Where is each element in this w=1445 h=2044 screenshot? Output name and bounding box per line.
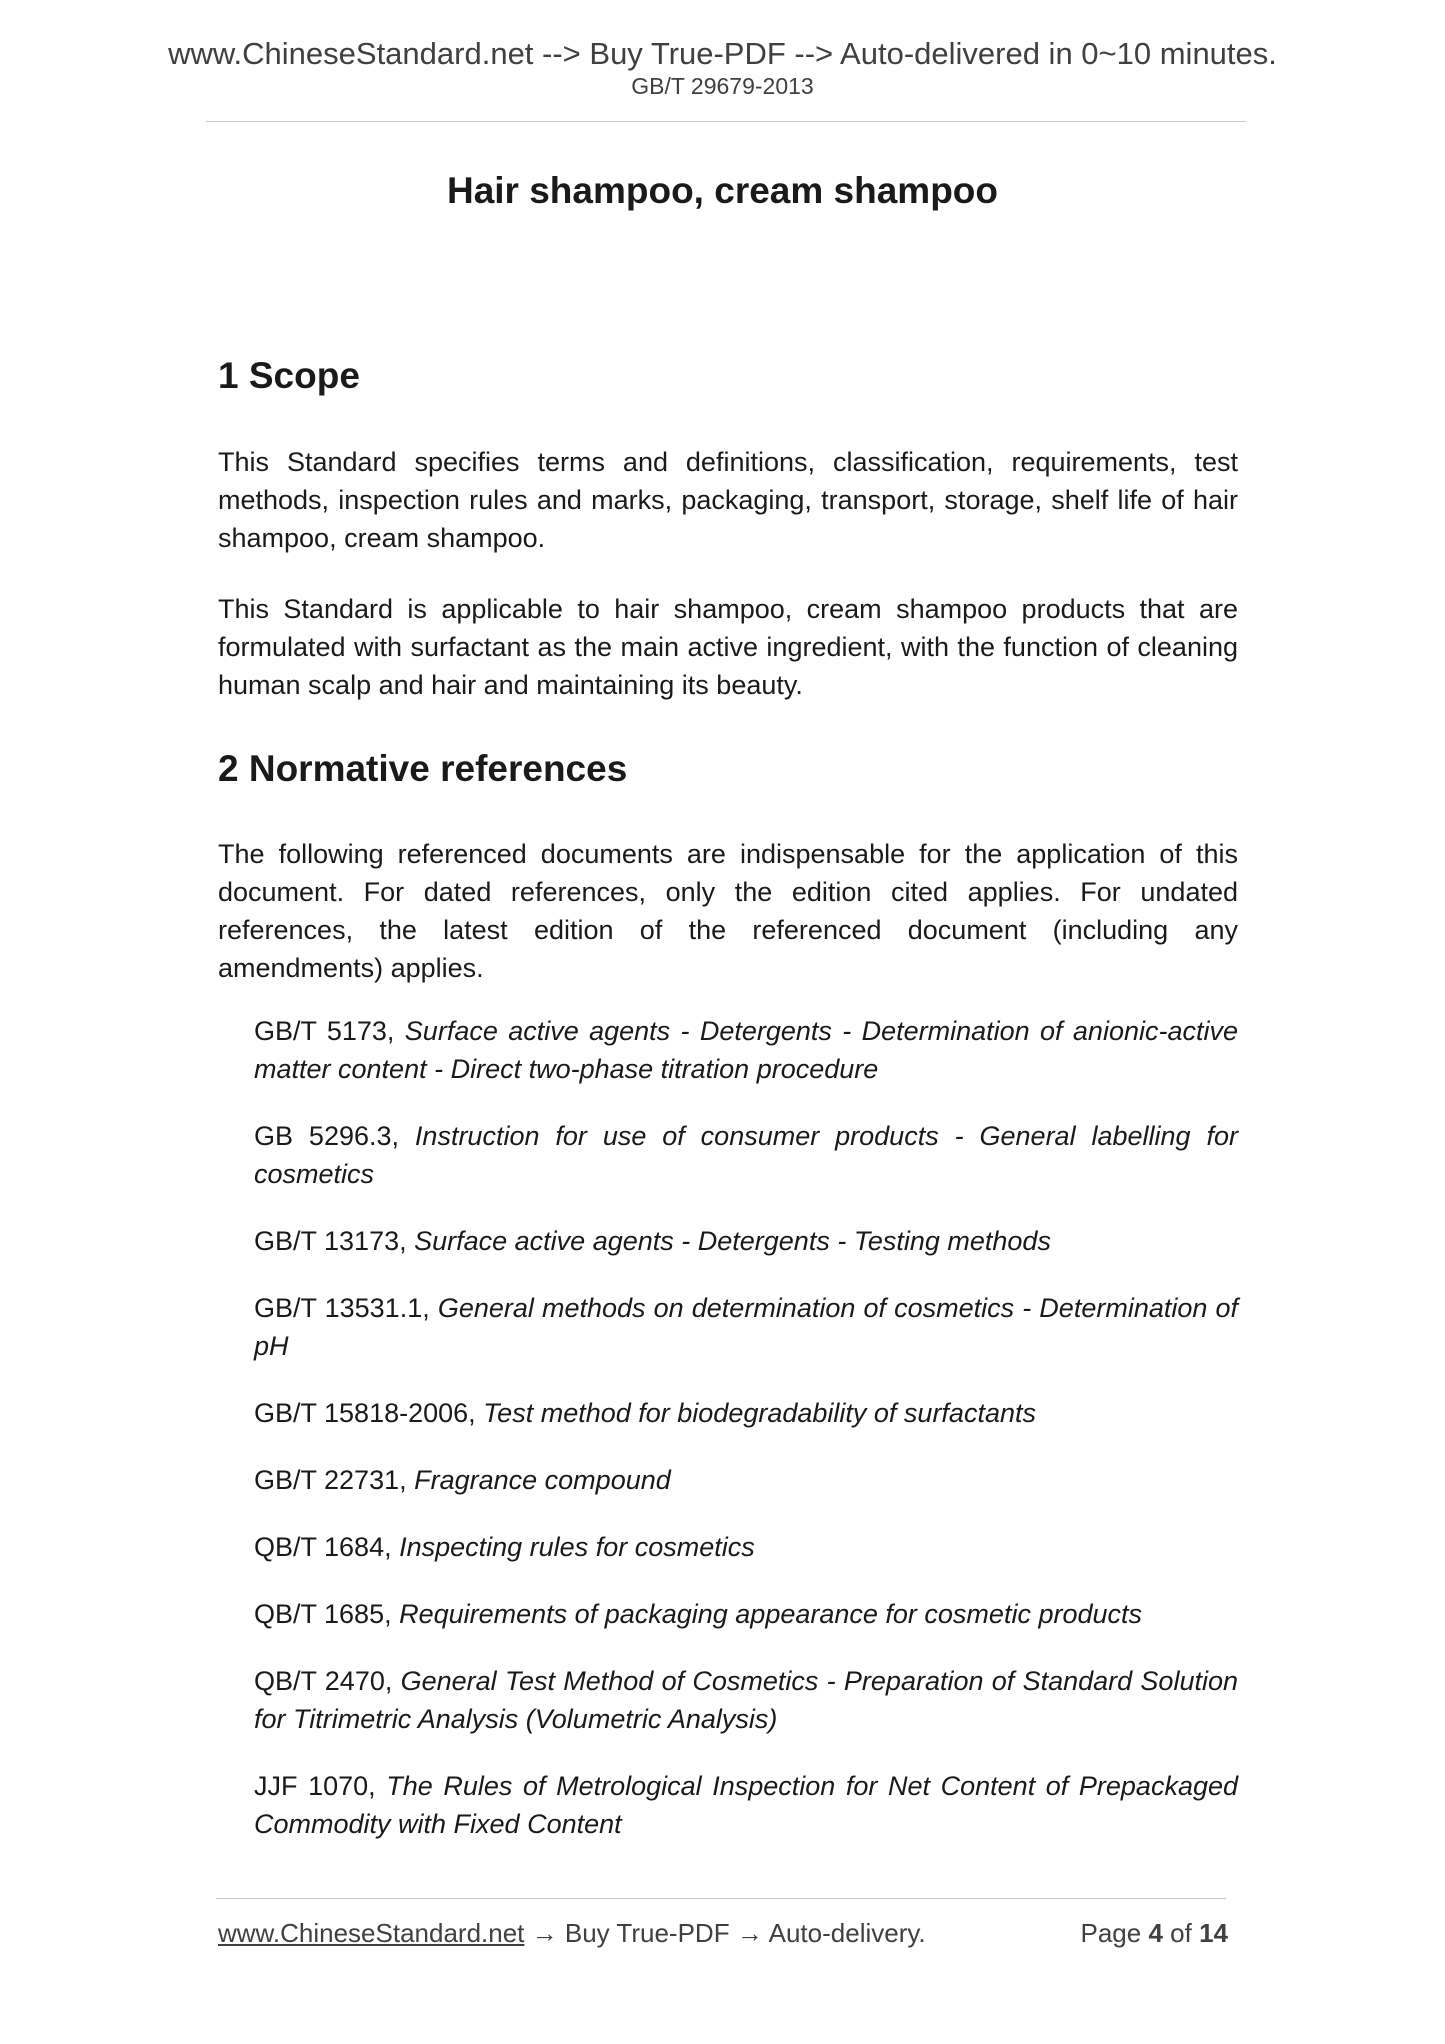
reference-item: [254, 1595, 1238, 1633]
document-title: Hair shampoo, cream shampoo: [446, 170, 999, 211]
section-heading-scope: 1 Scope: [218, 355, 360, 396]
footer-buy-text: Buy True-PDF: [564, 1918, 730, 1948]
page-label: Page: [1080, 1918, 1142, 1948]
reference-item: [254, 1117, 1238, 1193]
reference-item: [254, 1012, 1238, 1088]
scope-paragraph-2: This Standard is applicable to hair shampoo, cream shampoo products that are formulated with surfactant as the main active ingredient, with the function of cleaning human scalp and hair and maintaining its beauty.: [218, 594, 1238, 700]
reference-code: QB/T 1685,: [254, 1599, 400, 1629]
scope-body-2: [218, 590, 1238, 704]
reference-list: [254, 1012, 1238, 1872]
reference-code: GB/T 15818-2006,: [254, 1398, 484, 1428]
reference-title: Fragrance compound: [414, 1465, 671, 1495]
reference-code: JJF 1070,: [254, 1771, 387, 1801]
page-current: 4: [1148, 1918, 1163, 1948]
reference-title: General Test Method of Cosmetics - Preparation of Standard Solution for Titrimetric Analysis (Volumetric Analysis): [254, 1666, 1238, 1734]
arrow-right-icon: →: [736, 1918, 763, 1948]
reference-code: GB/T 22731,: [254, 1465, 415, 1495]
scope-paragraph-1: This Standard specifies terms and definitions, classification, requirements, test methods, inspection rules and marks, packaging, transport, storage, shelf life of hair shampoo, cream shampoo.: [218, 447, 1238, 553]
reference-item: [254, 1767, 1238, 1843]
reference-code: GB/T 13531.1,: [254, 1293, 438, 1323]
reference-title: Surface active agents - Detergents - Testing methods: [414, 1226, 1051, 1256]
reference-code: QB/T 1684,: [254, 1532, 400, 1562]
header-divider: [206, 121, 1246, 122]
footer-promo: [218, 1920, 926, 1946]
reference-title: The Rules of Metrological Inspection for Net Content of Prepackaged Commodity with Fixed Content: [254, 1771, 1239, 1839]
reference-item: [254, 1461, 1238, 1499]
reference-title: Inspecting rules for cosmetics: [399, 1532, 755, 1562]
top-banner: www.ChineseStandard.net --> Buy True-PDF --> Auto-delivered in 0~10 minutes.: [168, 36, 1277, 71]
page-number: [1080, 1920, 1228, 1946]
scope-body: [218, 443, 1238, 557]
arrow-right-icon: →: [531, 1918, 558, 1948]
page-of: of: [1170, 1918, 1192, 1948]
normative-references-paragraph: The following referenced documents are indispensable for the application of this document. For dated references, only the edition cited applies. For undated references, the latest edition of the referenced document (including any amendments) applies.: [218, 839, 1238, 983]
reference-code: GB 5296.3,: [254, 1121, 415, 1151]
reference-title: General methods on determination of cosmetics - Determination of pH: [254, 1293, 1238, 1361]
reference-code: GB/T 13173,: [254, 1226, 415, 1256]
footer-site-link[interactable]: www.ChineseStandard.net: [218, 1918, 525, 1948]
reference-item: [254, 1528, 1238, 1566]
reference-item: [254, 1289, 1238, 1365]
normative-references-body: [218, 835, 1238, 987]
reference-item: [254, 1222, 1238, 1260]
reference-item: [254, 1394, 1238, 1432]
standard-code: GB/T 29679-2013: [631, 73, 814, 99]
reference-code: QB/T 2470,: [254, 1666, 401, 1696]
reference-title: Surface active agents - Detergents - Determination of anionic-active matter content - Direct two-phase titration procedure: [254, 1016, 1238, 1084]
reference-code: GB/T 5173,: [254, 1016, 405, 1046]
reference-item: [254, 1662, 1238, 1738]
footer-divider: [216, 1898, 1226, 1899]
footer-delivery-text: Auto-delivery.: [768, 1918, 926, 1948]
reference-title: Test method for biodegradability of surfactants: [483, 1398, 1036, 1428]
page-total: 14: [1199, 1918, 1228, 1948]
reference-title: Instruction for use of consumer products - General labelling for cosmetics: [254, 1121, 1238, 1189]
section-heading-normative-references: 2 Normative references: [218, 748, 628, 789]
reference-title: Requirements of packaging appearance for cosmetic products: [399, 1599, 1143, 1629]
